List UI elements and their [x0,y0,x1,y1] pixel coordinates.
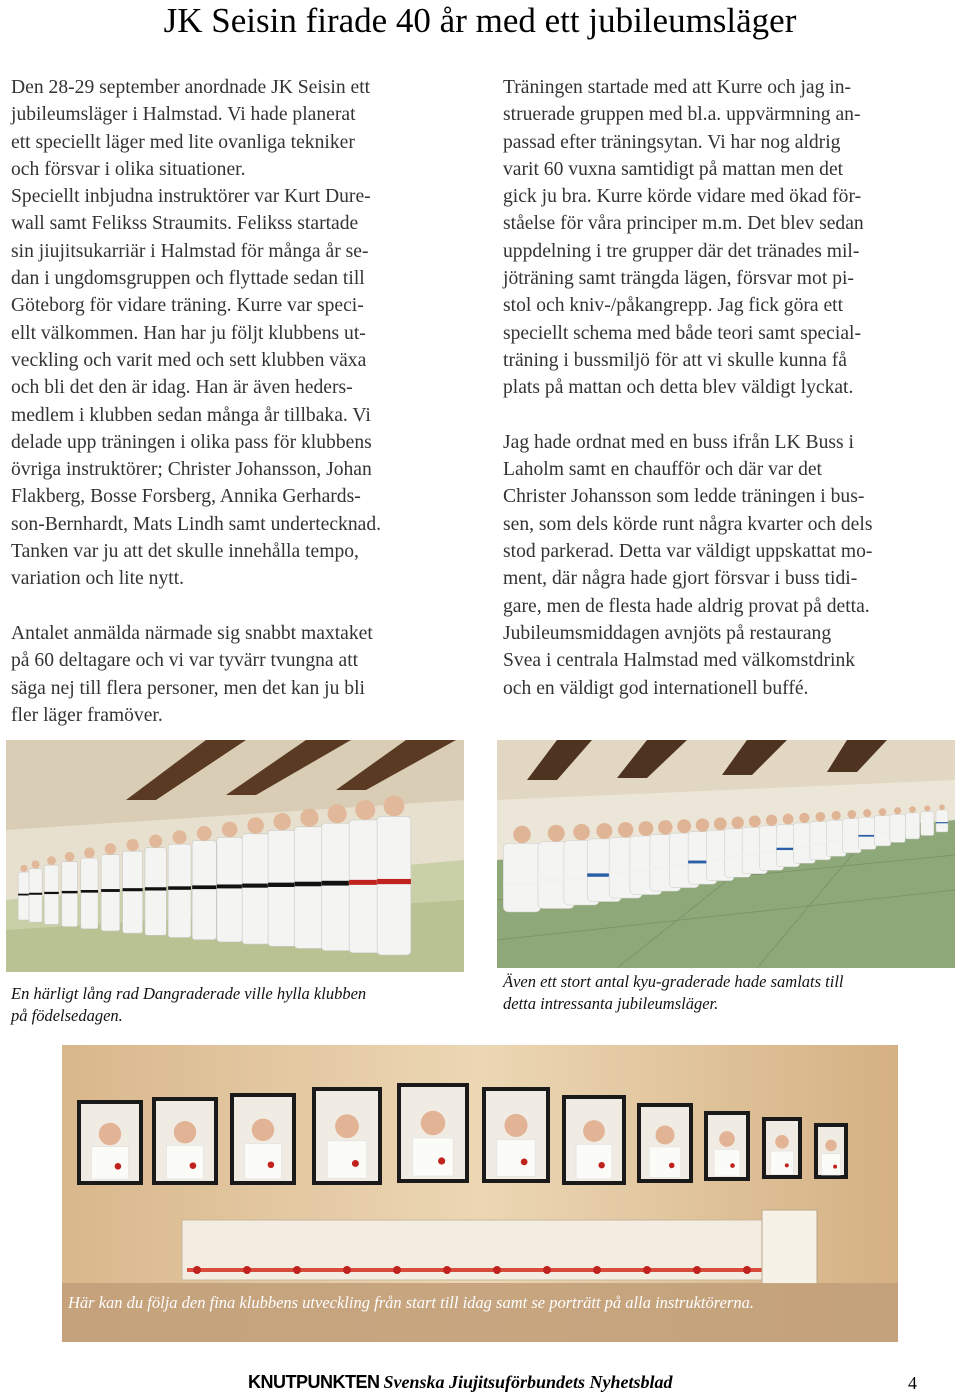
photo1-caption [11,983,366,1026]
text-line: stod parkerad. Detta var väldigt uppskattat mo- [503,541,873,563]
timeline-dot [493,1266,501,1274]
text-line: fler läger framöver. [11,704,163,726]
text-line: wall samt Felikss Straumits. Felikss startade [11,213,359,235]
standing-person [192,826,216,940]
caption-line: på födelsedagen. [11,1005,123,1025]
timeline-dot [293,1266,301,1274]
portrait-frame [762,1117,802,1179]
text-line: sin jiujitsukarriär i Halmstad för många år se- [11,240,369,262]
standing-person [322,804,353,950]
standing-person [123,839,143,933]
text-line: son-Bernhardt, Mats Lindh samt undertecknad. [11,513,382,535]
portrait-frame [77,1100,143,1185]
text-line: delade upp träningen i olika pass för klubbens [11,431,372,453]
standing-person [349,800,381,953]
portrait-frame [397,1083,469,1183]
text-line: Den 28-29 september anordnade JK Seisin ett [11,77,371,98]
portrait-frame [637,1103,693,1183]
left-paragraph-1 [11,74,471,593]
text-line: Antalet anmälda närmade sig snabbt maxtaket [11,622,373,644]
portrait-frame [312,1087,382,1185]
article-title: JK Seisin firade 40 år med ett jubileumsläger [163,1,797,40]
timeline-dot [193,1266,201,1274]
text-line: Jubileumsmiddagen avnjöts på restaurang [503,622,832,644]
text-line: Träningen startade med att Kurre och jag in- [503,77,852,98]
timeline-dot [743,1266,751,1274]
text-line: Christer Johansson som ledde träningen i bus- [503,486,865,508]
dan-graded-line-image [6,740,464,972]
timeline-board [182,1220,782,1280]
text-line: dan i ungdomsgruppen och flyttade sedan till [11,268,365,290]
standing-person [101,843,120,931]
text-line: och bli det den är idag. Han är även heders- [11,377,353,399]
text-line: speciellt schema med både teori samt special- [503,322,861,344]
text-line: gick ju bra. Kurre körde vidare med ökad för- [503,186,862,208]
photo3-caption: Här kan du följa den fina klubbens utveckling från start till idag samt se porträtt på alla instruktörerna. [68,1293,754,1312]
text-line: Göteborg för vidare träning. Kurre var speci- [11,295,364,317]
standing-person [18,865,30,920]
text-line: ellt välkommen. Han har ju följt klubbens ut- [11,322,366,344]
portrait-frame [152,1097,218,1185]
text-line: Jag hade ordnat med en buss ifrån LK Buss i [503,431,854,453]
timeline-dot [693,1266,701,1274]
text-line: uppdelning i tre grupper där det tränades mil- [503,240,860,262]
timeline-dot [393,1266,401,1274]
text-line: gare, men de flesta hade aldrig provat på detta. [503,595,870,617]
standing-person [377,796,411,955]
text-line: och en väldigt god internationell buffé. [503,677,809,699]
text-line: jöträning samt trängda lägen, försvar mot pi- [503,268,854,290]
text-line: varit 60 vuxna samtidigt på mattan men det [503,158,844,180]
kyu-graded-row-photo [497,740,955,968]
caption-line: detta intressanta jubileumsläger. [503,993,719,1013]
text-line: plats på mattan och detta blev väldigt lyckat. [503,377,854,399]
timeline-dot [593,1266,601,1274]
portrait-frame [230,1093,296,1185]
standing-person [242,817,269,944]
dan-graded-line-photo [6,740,464,972]
portrait-frame [562,1095,626,1185]
text-line: Speciellt inbjudna instruktörer var Kurt Dure- [11,186,371,208]
text-line: övriga instruktörer; Christer Johansson, Johan [11,459,372,481]
timeline-dot [343,1266,351,1274]
standing-person [62,852,78,927]
standing-person [145,835,166,936]
photo2-caption [503,971,844,1014]
kyu-graded-row-image [497,740,955,968]
portrait-frame [814,1123,848,1179]
portrait-frame [482,1087,550,1183]
newsletter-subtitle: Svenska Jiujitsuförbundets Nyhetsblad [383,1372,673,1392]
text-line: Laholm samt en chaufför och där var det [503,459,823,481]
text-line: Svea i centrala Halmstad med välkomstdrink [503,650,856,672]
text-line: och försvar i olika situationer. [11,158,246,180]
text-line: ett speciellt läger med lite ovanliga tekniker [11,131,355,153]
text-line: träning i bussmiljö för att vi skulle kunna få [503,349,847,371]
right-column [503,74,953,702]
text-line: Flakberg, Bosse Forsberg, Annika Gerhards- [11,486,361,508]
standing-person [29,861,42,923]
footer [248,1372,673,1393]
standing-person [217,822,243,942]
timeline-dot [443,1266,451,1274]
right-paragraph-1 [503,74,953,402]
text-line: veckling och varit med och sett klubben växa [11,349,367,371]
caption-line: Även ett stort antal kyu-graderade hade samlats till [503,972,844,991]
timeline-dot [243,1266,251,1274]
text-line: ment, där några hade gjort försvar i buss tidi- [503,568,858,590]
standing-person [44,856,58,924]
standing-person [168,830,191,937]
left-column [11,74,471,729]
left-paragraph-2 [11,620,471,729]
right-paragraph-2 [503,429,953,702]
standing-person [295,809,325,949]
standing-person [81,848,98,929]
standing-person [268,813,296,946]
info-sheet [762,1210,817,1285]
caption-line: En härligt lång rad Dangraderade ville hylla klubben [11,984,367,1003]
text-line: medlem i klubben sedan många år tillbaka. Vi [11,404,371,426]
text-line: struerade gruppen med bl.a. uppvärmning an- [503,104,861,126]
page-number: 4 [908,1373,917,1393]
text-line: Tanken var ju att det skulle innehålla tempo, [11,541,359,563]
timeline-dot [643,1266,651,1274]
text-line: på 60 deltagare och vi var tyvärr tvungna att [11,650,359,672]
newsletter-brand: KNUTPUNKTEN [248,1372,380,1392]
timeline-dot [543,1266,551,1274]
portrait-frame [704,1111,750,1181]
text-line: stol och kniv-/påkangrepp. Jag fick göra ett [503,295,844,317]
text-line: variation och lite nytt. [11,568,185,590]
text-line: passad efter träningsytan. Vi har nog aldrig [503,131,841,153]
text-line: ståelse för våra principer m.m. Det blev sedan [503,213,864,235]
text-line: säga nej till flera personer, men det kan ju bli [11,677,365,699]
text-line: sen, som dels körde runt några kvarter och dels [503,513,873,535]
text-line: jubileumsläger i Halmstad. Vi hade planerat [11,104,356,126]
